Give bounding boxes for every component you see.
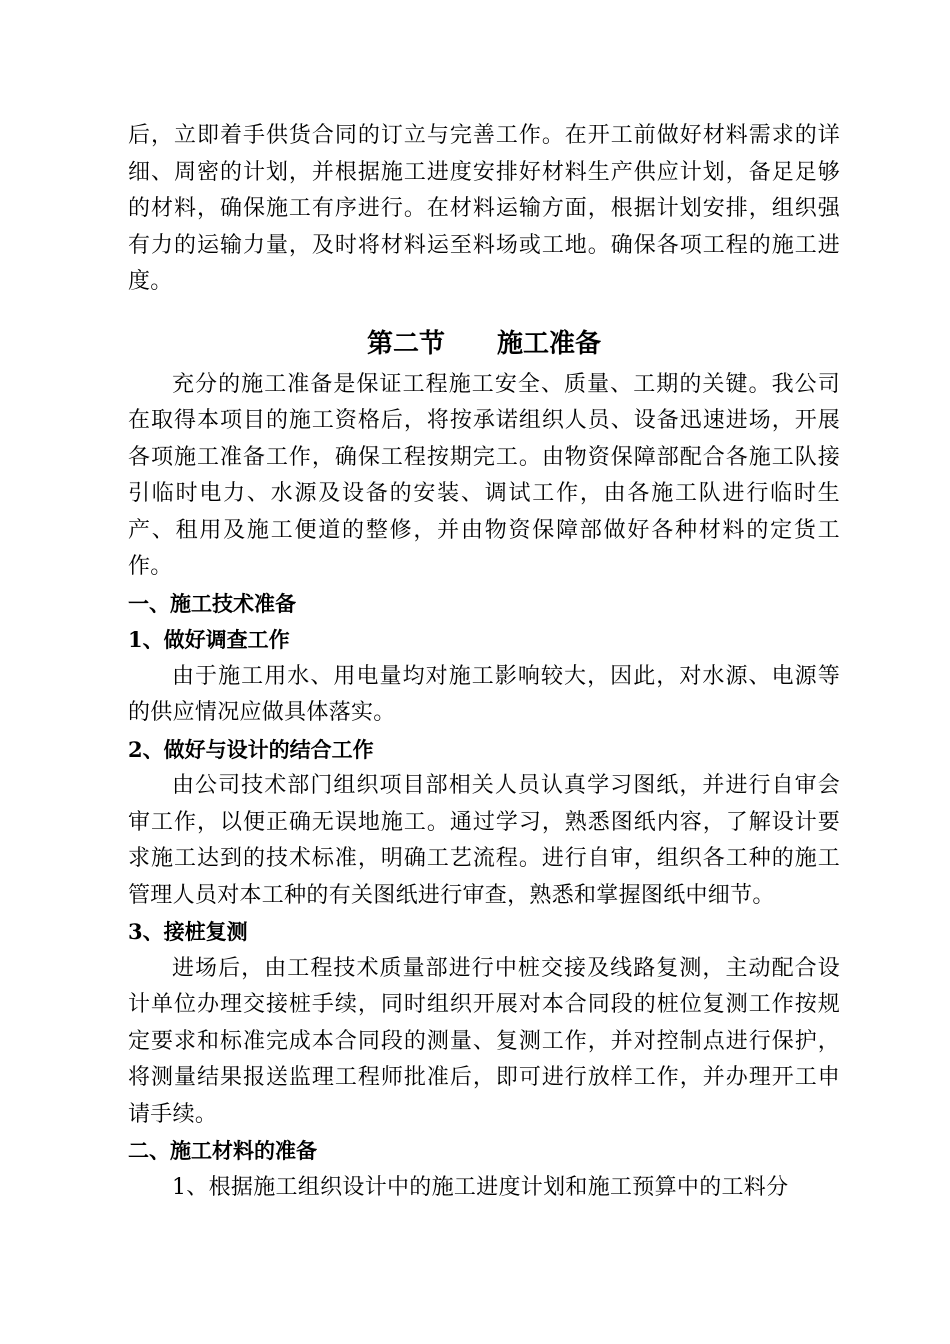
section-number: 第二节 <box>366 328 445 359</box>
item1-body: 由于施工用水、用电量均对施工影响较大，因此，对水源、电源等的供应情况应做具体落实。 <box>128 663 840 725</box>
section-name: 施工准备 <box>497 328 602 359</box>
item3-heading: 3、接桩复测 <box>128 919 248 944</box>
intro-paragraph: 充分的施工准备是保证工程施工安全、质量、工期的关键。我公司在取得本项目的施工资格后，将按承诺组织人员、设备迅速进场，开展各项施工准备工作，确保工程按期完工。由物资保障部配合各施工队接引临时电力、水源及设备的安装、调试工作，由各施工队进行临时生产、租用及施工便道的整修，并由物资保障部做好各种材料的定货工作。 <box>128 371 840 579</box>
part2-first-line: 1、根据施工组织设计中的施工进度计划和施工预算中的工料分 <box>172 1174 789 1200</box>
continuation-paragraph: 后，立即着手供货合同的订立与完善工作。在开工前做好材料需求的详细、周密的计划，并根据施工进度安排好材料生产供应计划，备足足够的材料，确保施工有序进行。在材料运输方面，根据计划安排，组织强有力的运输力量，及时将材料运至料场或工地。确保各项工程的施工进度。 <box>128 123 840 294</box>
section-title <box>128 321 840 367</box>
part2-heading: 二、施工材料的准备 <box>128 1138 317 1163</box>
item3-body: 进场后，由工程技术质量部进行中桩交接及线路复测，主动配合设计单位办理交接桩手续，同时组织开展对本合同段的桩位复测工作按规定要求和标准完成本合同段的测量、复测工作，并对控制点进行保护，将测量结果报送监理工程师批准后，即可进行放样工作，并办理开工申请手续。 <box>128 955 840 1127</box>
item2-body: 由公司技术部门组织项目部相关人员认真学习图纸，并进行自审会审工作，以便正确无误地施工。通过学习，熟悉图纸内容，了解设计要求施工达到的技术标准，明确工艺流程。进行自审，组织各工种的施工管理人员对本工种的有关图纸进行审查，熟悉和掌握图纸中细节。 <box>128 773 840 908</box>
part1-heading: 一、施工技术准备 <box>128 590 296 616</box>
document-page <box>128 118 840 1206</box>
item1-heading: 1、做好调查工作 <box>128 627 290 652</box>
item2-heading: 2、做好与设计的结合工作 <box>128 736 374 762</box>
